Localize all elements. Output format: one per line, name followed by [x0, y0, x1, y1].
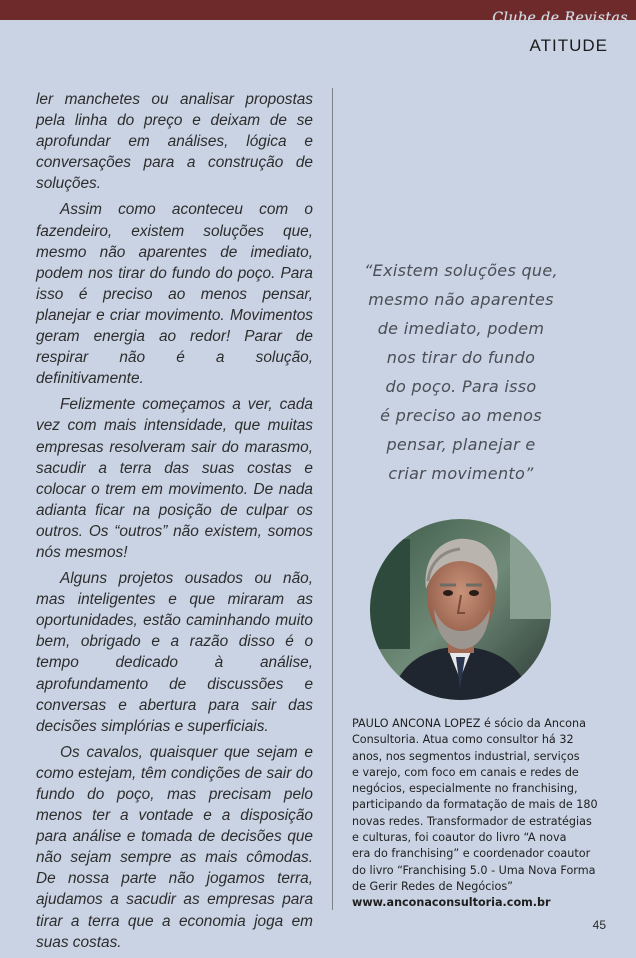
pull-quote-line: “Existem soluções que, [364, 261, 558, 280]
bio-line: PAULO ANCONA LOPEZ é sócio da Ancona [352, 717, 586, 730]
article-paragraph: Os cavalos, quaisquer que sejam e como estejam, têm condições de sair do fundo do poço, mas precisam pelo menos ter a vontade e a disposição para análise e tomada de decisões que não sejam sempre as mais cômodas. De nossa parte não jogamos terra, ajudamos a sacudir as empresas para tirar a terra que a economia joga em suas costas. [36, 743, 313, 951]
column-divider [332, 88, 333, 910]
bio-line: e varejo, com foco em canais e redes de [352, 765, 579, 779]
article-body [36, 89, 313, 958]
bio-line: anos, nos segmentos industrial, serviços [352, 749, 580, 763]
author-website-link[interactable]: www.anconaconsultoria.com.br [352, 896, 551, 910]
pull-quote [352, 256, 570, 488]
bio-line: Consultoria. Atua como consultor há 32 [352, 733, 574, 747]
article-paragraph: Felizmente começamos a ver, cada vez com mais intensidade, que muitas empresas resolveram sair do marasmo, sacudir a terra das suas costas e colocar o trem em movimento. De nada adianta ficar na posição de culpar os outros. Os “outros” não existem, somos nós mesmos! [36, 396, 313, 561]
bio-line: e culturas, foi coautor do livro “A nova [352, 831, 567, 845]
brand-watermark: Clube de Revistas [492, 10, 628, 26]
bio-line: de Gerir Redes de Negócios” [352, 879, 513, 893]
bio-line: negócios, especialmente no franchising, [352, 782, 578, 796]
pull-quote-line: é preciso ao menos [380, 406, 542, 425]
article-paragraph: Assim como aconteceu com o fazendeiro, existem soluções que, mesmo não aparentes de imediato, podem nos tirar do fundo do poço. Para isso é preciso ao menos pensar, planejar e criar movimento. Movimentos geram energia ao redor! Parar de respirar não é a solução, definitivamente. [36, 201, 313, 388]
pull-quote-line: do poço. Para isso [385, 377, 537, 396]
bio-line: do livro “Franchising 5.0 - Uma Nova Forma [352, 863, 596, 877]
author-bio [352, 716, 617, 912]
pull-quote-line: criar movimento” [388, 464, 534, 483]
bio-line: participando da formatação de mais de 180 [352, 798, 598, 812]
bio-line: novas redes. Transformador de estratégias [352, 814, 592, 828]
section-title: ATITUDE [529, 36, 608, 55]
page-number: 45 [592, 918, 606, 932]
pull-quote-line: de imediato, podem [377, 319, 545, 338]
author-portrait-photo [370, 519, 551, 700]
article-paragraph: ler manchetes ou analisar propostas pela linha do preço e deixam de se aprofundar em análises, lógica e conversações para a construção de soluções. [36, 91, 313, 193]
pull-quote-line: mesmo não aparentes [368, 290, 554, 309]
pull-quote-line: nos tirar do fundo [386, 348, 536, 367]
pull-quote-line: pensar, planejar e [386, 435, 536, 454]
author-portrait-icon [370, 519, 551, 700]
bio-line: era do franchising” e coordenador coautor [352, 847, 591, 861]
article-paragraph: Alguns projetos ousados ou não, mas inteligentes e que miraram as oportunidades, estão caminhando muito bem, obrigado e a razão disso é o tempo dedicado à análise, aprofundamento de discussões e conversas e abertura para sair das decisões simplórias e superficiais. [36, 570, 313, 735]
